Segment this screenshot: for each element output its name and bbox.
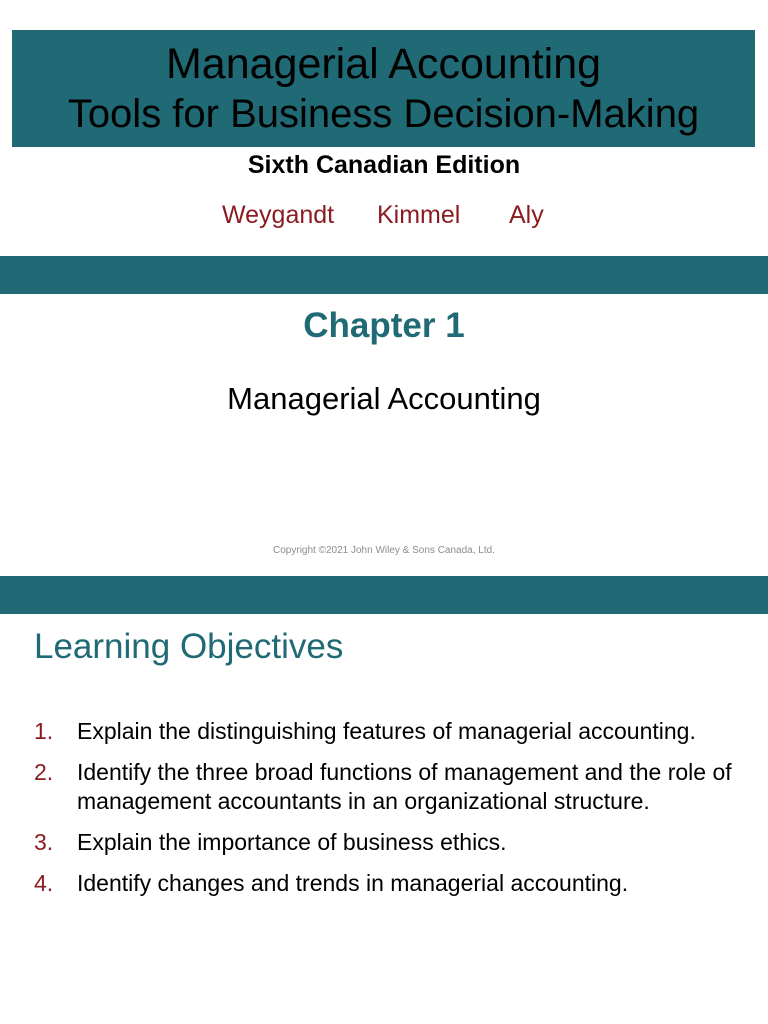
author-name: Aly [509, 201, 544, 229]
learning-objective-item [34, 828, 734, 857]
learning-objectives-list [34, 717, 734, 910]
learning-objective-item [34, 758, 734, 816]
book-title: Managerial Accounting [165, 40, 602, 88]
objective-number: 4. [34, 870, 54, 896]
author-name: Kimmel [377, 201, 461, 229]
copyright-notice: Copyright ©2021 John Wiley & Sons Canada, Ltd. [273, 545, 495, 556]
objective-number: 3. [34, 829, 54, 855]
title-banner [12, 30, 755, 147]
learning-objective-item [34, 869, 734, 898]
objective-number: 2. [34, 759, 54, 785]
chapter-title: Managerial Accounting [227, 381, 541, 416]
edition-label: Sixth Canadian Edition [247, 151, 521, 179]
book-subtitle: Tools for Business Decision-Making [67, 92, 700, 136]
objective-text: Explain the importance of business ethics. [77, 829, 507, 855]
divider-band [0, 256, 768, 294]
objective-text: Identify changes and trends in managerial accounting. [77, 870, 629, 896]
objective-number: 1. [34, 718, 54, 744]
chapter-label: Chapter 1 [303, 306, 465, 345]
learning-objectives-heading: Learning Objectives [34, 627, 344, 666]
learning-objective-item [34, 717, 734, 746]
author-list [0, 201, 768, 235]
objective-text: Identify the three broad functions of management and the role of management accountants in an organizational structure. [77, 759, 732, 814]
divider-band [0, 576, 768, 614]
author-name: Weygandt [222, 201, 335, 229]
objective-text: Explain the distinguishing features of managerial accounting. [77, 718, 696, 744]
